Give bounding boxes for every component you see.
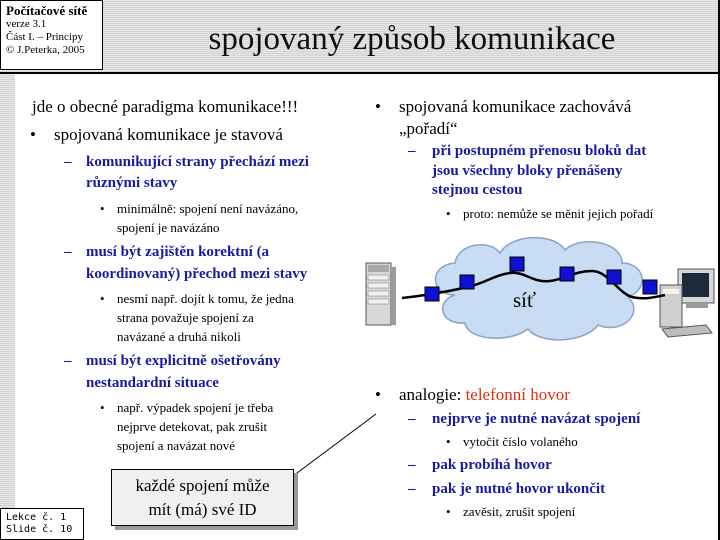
- right-sub2a: nejprve je nutné navázat spojení: [432, 411, 641, 427]
- right-sub1-line2: jsou všechny bloky přenášeny: [432, 163, 623, 179]
- left-sub3-line2: nestandardní situace: [86, 375, 219, 391]
- data-block: [560, 267, 574, 281]
- data-block: [607, 270, 621, 284]
- left-sub3-note1: např. výpadek spojení je třeba: [117, 400, 274, 415]
- left-sub2-note2: strana považuje spojení za: [117, 310, 254, 325]
- left-sub1-note1: minimálně: spojení není navázáno,: [117, 201, 299, 216]
- dash-icon: –: [408, 457, 416, 473]
- network-label: síť: [513, 288, 536, 312]
- copyright-label: © J.Peterka, 2005: [6, 44, 85, 56]
- computer-icon: [660, 269, 714, 337]
- callout-line1: každé spojení může: [135, 476, 270, 495]
- dash-icon: –: [64, 353, 72, 369]
- dash-icon: –: [64, 154, 72, 170]
- dash-icon: –: [64, 244, 72, 260]
- left-sub2-line1: musí být zajištěn korektní (a: [86, 244, 270, 260]
- left-margin-strip: [0, 74, 15, 540]
- course-name: Počítačové sítě: [6, 3, 88, 18]
- left-sub2-line2: koordinovaný) přechod mezi stavy: [86, 266, 308, 282]
- server-icon: [366, 263, 396, 325]
- header-divider: [0, 72, 720, 74]
- data-block: [425, 287, 439, 301]
- bullet-icon: •: [100, 291, 105, 306]
- bullet-icon: •: [375, 385, 381, 404]
- left-bullet-1: spojovaná komunikace je stavová: [54, 125, 283, 144]
- right-sub2c: pak je nutné hovor ukončit: [432, 481, 606, 497]
- right-sub2a-note: vytočit číslo volaného: [463, 434, 578, 449]
- bullet-icon: •: [375, 97, 381, 116]
- left-sub2-note3: navázané a druhá nikoli: [117, 329, 241, 344]
- right-bullet1-line1: spojovaná komunikace zachovává: [399, 97, 632, 116]
- bullet-icon: •: [100, 201, 105, 216]
- version-label: verze 3.1: [6, 18, 47, 30]
- slide-number: Slide č. 10: [6, 524, 73, 535]
- right-bullet2: [399, 384, 570, 405]
- slide-footer: [0, 508, 84, 540]
- right-sub2b: pak probíhá hovor: [432, 457, 552, 473]
- intro-text: jde o obecné paradigma komunikace!!!: [32, 97, 299, 116]
- bullet-icon: •: [446, 504, 451, 519]
- dash-icon: –: [408, 143, 416, 159]
- callout-pointer: [290, 410, 380, 480]
- analogy-highlight: telefonní hovor: [465, 385, 570, 404]
- right-sub1-line1: při postupném přenosu bloků dat: [432, 143, 647, 159]
- dash-icon: –: [408, 411, 416, 427]
- right-sub1-note: proto: nemůže se měnit jejich pořadí: [463, 206, 654, 221]
- data-block: [510, 257, 524, 271]
- bullet-icon: •: [100, 400, 105, 415]
- slide-title: spojovaný způsob komunikace: [208, 21, 616, 57]
- callout-line2: mít (má) své ID: [148, 500, 257, 519]
- right-bullet1-line2: „pořadí“: [399, 119, 458, 138]
- right-sub2c-note: zavěsit, zrušit spojení: [463, 504, 576, 519]
- network-diagram: [360, 225, 718, 350]
- bullet-icon: •: [446, 206, 451, 221]
- bullet-icon: •: [30, 125, 36, 144]
- left-sub1-line1: komunikující strany přechází mezi: [86, 154, 309, 170]
- part-label: Část I. – Principy: [6, 31, 83, 43]
- bullet-icon: •: [446, 434, 451, 449]
- left-sub1-note2: spojení je navázáno: [117, 220, 220, 235]
- right-sub1-line3: stejnou cestou: [432, 182, 523, 198]
- left-sub2-note1: nesmí např. dojít k tomu, že jedna: [117, 291, 294, 306]
- connection-id-callout: [111, 469, 294, 526]
- left-sub3-note2: nejprve detekovat, pak zrušit: [117, 419, 268, 434]
- analogy-prefix: analogie:: [399, 385, 466, 404]
- data-block: [460, 275, 474, 289]
- lesson-number: Lekce č. 1: [6, 512, 67, 523]
- left-sub3-note3: spojení a navázat nové: [117, 438, 236, 453]
- course-info-box: [0, 0, 103, 70]
- left-sub1-line2: různými stavy: [86, 175, 178, 191]
- data-block: [643, 280, 657, 294]
- left-sub3-line1: musí být explicitně ošetřovány: [86, 353, 281, 369]
- dash-icon: –: [408, 481, 416, 497]
